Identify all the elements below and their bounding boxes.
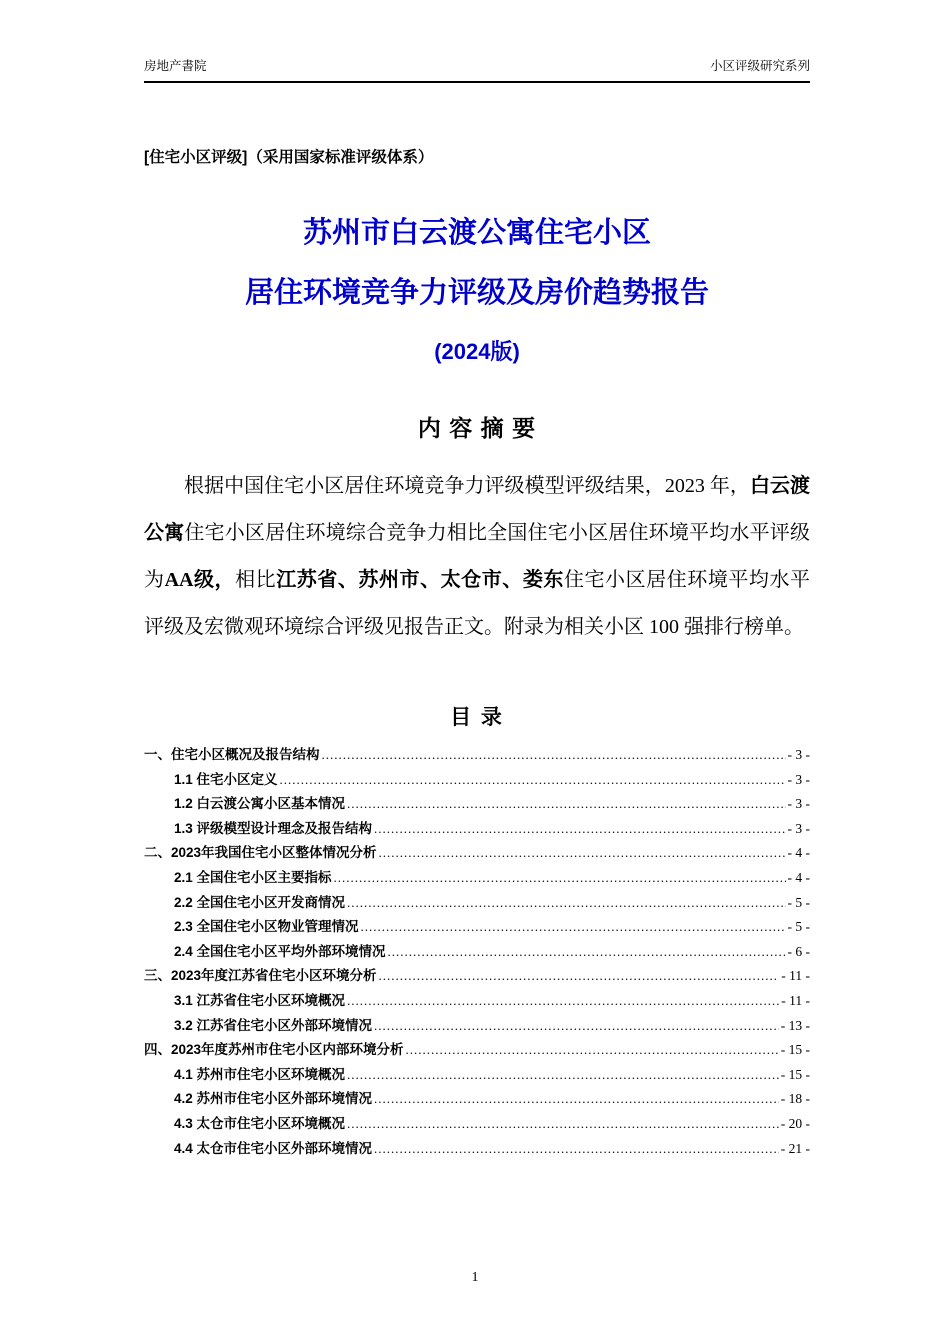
header-left-text: 房地产書院 [144, 59, 207, 73]
toc-item-label: 4.4 太仓市住宅小区外部环境情况 [174, 1140, 373, 1156]
toc-leader-dots [334, 866, 786, 891]
summary-seg-1: 白云渡公寓 [144, 475, 811, 544]
summary-seg-2: 住宅小区居住环境综合竞争力相比全国住宅小区居住环境平均水平评级为 [144, 522, 810, 591]
rating-system-label: [住宅小区评级]（采用国家标准评级体系） [144, 149, 434, 166]
toc-item-label: 4.2 苏州市住宅小区外部环境情况 [174, 1091, 373, 1107]
toc-item-page: - 18 - [780, 1091, 810, 1107]
toc-leader-dots [322, 743, 786, 768]
toc-item-label: 2.3 全国住宅小区物业管理情况 [174, 919, 359, 935]
toc-leader-dots [374, 1137, 779, 1162]
toc-item-page: - 15 - [780, 1066, 810, 1082]
summary-paragraph [144, 463, 810, 651]
toc-leader-dots [280, 768, 786, 793]
toc-item-page: - 21 - [780, 1140, 810, 1156]
page-header [144, 56, 810, 83]
toc-leader-dots [374, 1014, 779, 1039]
toc-item-label: 2.1 全国住宅小区主要指标 [174, 869, 332, 885]
table-of-contents [144, 743, 810, 1161]
toc-item-page: - 3 - [787, 796, 810, 812]
toc-leader-dots [347, 792, 785, 817]
toc-item-4-4[interactable] [144, 1137, 810, 1162]
toc-leader-dots [361, 915, 786, 940]
toc-item-3-2[interactable] [144, 1014, 810, 1039]
toc-item-2-3[interactable] [144, 915, 810, 940]
toc-leader-dots [347, 1112, 779, 1137]
toc-item-1[interactable] [144, 743, 810, 768]
toc-item-page: - 4 - [787, 845, 810, 861]
toc-item-page: - 13 - [780, 1017, 810, 1033]
toc-item-1-2[interactable] [144, 792, 810, 817]
toc-leader-dots [388, 940, 786, 965]
toc-item-label: 1.1 住宅小区定义 [174, 771, 278, 787]
toc-item-2-2[interactable] [144, 891, 810, 916]
toc-item-page: - 6 - [787, 943, 810, 959]
report-title-edition: (2024版) [434, 339, 520, 364]
toc-item-4-1[interactable] [144, 1063, 810, 1088]
toc-heading: 目 录 [450, 706, 504, 729]
toc-item-page: - 4 - [787, 869, 810, 885]
toc-item-label: 2.2 全国住宅小区开发商情况 [174, 894, 346, 910]
toc-item-label: 3.2 江苏省住宅小区外部环境情况 [174, 1017, 373, 1033]
header-right-text: 小区评级研究系列 [709, 59, 810, 73]
toc-item-label: 四、2023年度苏州市住宅小区内部环境分析 [144, 1042, 404, 1058]
summary-seg-3: AA级， [164, 569, 236, 591]
summary-seg-5: 江苏省、苏州市、太仓市、娄东 [276, 569, 564, 591]
toc-item-1-3[interactable] [144, 817, 810, 842]
toc-leader-dots [379, 841, 786, 866]
toc-item-2-1[interactable] [144, 866, 810, 891]
summary-heading: 内 容 摘 要 [417, 415, 537, 441]
summary-seg-6: 住宅小区居住环境平均水平评级及宏微观环境综合评级见报告正文。附录为相关小区 100 强排行榜单。 [144, 569, 811, 638]
toc-item-page: - 3 - [787, 771, 810, 787]
toc-item-page: - 20 - [780, 1115, 810, 1131]
toc-leader-dots [347, 989, 779, 1014]
summary-seg-0: 根据中国住宅小区居住环境竞争力评级模型评级结果，2023 年， [184, 475, 750, 497]
toc-item-label: 2.4 全国住宅小区平均外部环境情况 [174, 943, 386, 959]
toc-item-label: 一、住宅小区概况及报告结构 [144, 747, 320, 762]
toc-item-page: - 5 - [787, 919, 810, 935]
toc-item-3[interactable] [144, 964, 810, 989]
toc-item-2-4[interactable] [144, 940, 810, 965]
toc-item-1-1[interactable] [144, 768, 810, 793]
toc-item-label: 三、2023年度江苏省住宅小区环境分析 [144, 968, 377, 984]
toc-item-4-3[interactable] [144, 1112, 810, 1137]
toc-item-label: 1.2 白云渡公寓小区基本情况 [174, 796, 346, 812]
toc-leader-dots [374, 817, 785, 842]
toc-leader-dots [347, 1063, 779, 1088]
toc-item-4-2[interactable] [144, 1087, 810, 1112]
toc-item-2[interactable] [144, 841, 810, 866]
toc-leader-dots [379, 964, 780, 989]
toc-item-page: - 11 - [781, 992, 810, 1008]
toc-item-label: 二、2023年我国住宅小区整体情况分析 [144, 845, 377, 861]
toc-item-label: 1.3 评级模型设计理念及报告结构 [174, 820, 373, 836]
page-number: 1 [471, 1270, 479, 1285]
toc-item-label: 3.1 江苏省住宅小区环境概况 [174, 992, 346, 1008]
toc-item-3-1[interactable] [144, 989, 810, 1014]
toc-item-page: - 3 - [787, 820, 810, 836]
toc-item-label: 4.3 太仓市住宅小区环境概况 [174, 1115, 346, 1131]
toc-item-page: - 3 - [787, 747, 810, 762]
toc-leader-dots [374, 1087, 779, 1112]
report-title [144, 219, 810, 363]
toc-item-4[interactable] [144, 1038, 810, 1063]
report-title-line2: 居住环境竞争力评级及房价趋势报告 [244, 277, 709, 309]
toc-leader-dots [406, 1038, 779, 1063]
report-title-line1: 苏州市白云渡公寓住宅小区 [302, 217, 651, 249]
toc-item-page: - 15 - [780, 1042, 810, 1058]
toc-item-page: - 5 - [787, 894, 810, 910]
toc-item-page: - 11 - [781, 968, 810, 984]
toc-leader-dots [347, 891, 785, 916]
toc-item-label: 4.1 苏州市住宅小区环境概况 [174, 1066, 346, 1082]
summary-seg-4: 相比 [235, 569, 277, 591]
